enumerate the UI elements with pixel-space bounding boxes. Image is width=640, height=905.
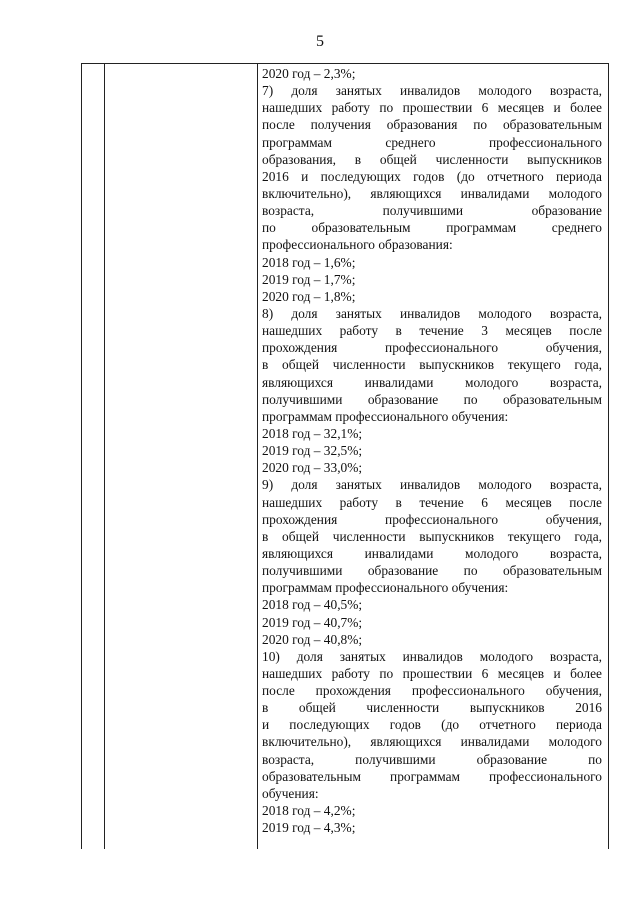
text-line: 2019 год – 1,7%; xyxy=(262,271,356,287)
text-line: в общей численности выпускников текущего года, xyxy=(262,357,602,373)
text-line: возраста, получившими образование по xyxy=(262,751,602,767)
text-line: 2019 год – 32,5%; xyxy=(262,443,363,459)
text-line: по образовательным программам среднего xyxy=(262,220,602,236)
text-line: 2019 год – 40,7%; xyxy=(262,614,363,630)
text-line: 2018 год – 40,5%; xyxy=(262,597,363,613)
text-line: 2018 год – 1,6%; xyxy=(262,254,356,270)
text-line: 2020 год – 33,0%; xyxy=(262,460,363,476)
text-line: профессионального образования: xyxy=(262,237,453,253)
text-line: 2019 год – 4,3%; xyxy=(262,820,356,836)
page-number: 5 xyxy=(316,33,324,50)
text-line: 2020 год – 1,8%; xyxy=(262,288,356,304)
text-line: прохождения профессионального обучения, xyxy=(262,511,602,527)
text-line: 10) доля занятых инвалидов молодого возраста, xyxy=(262,648,602,664)
text-line: 8) доля занятых инвалидов молодого возраста, xyxy=(262,305,602,321)
text-line: прохождения профессионального обучения, xyxy=(262,340,602,356)
text-line: включительно), являющихся инвалидами молодого xyxy=(262,185,602,201)
text-line: 9) доля занятых инвалидов молодого возраста, xyxy=(262,477,602,493)
text-line: образования, в общей численности выпускников xyxy=(262,151,602,167)
text-line: 2018 год – 4,2%; xyxy=(262,803,356,819)
text-line: включительно), являющихся инвалидами молодого xyxy=(262,734,602,750)
text-line: 7) доля занятых инвалидов молодого возраста, xyxy=(262,83,602,99)
document-table xyxy=(81,63,609,849)
text-line: являющихся инвалидами молодого возраста, xyxy=(262,374,602,390)
table-column-indicators xyxy=(258,64,604,849)
text-line: обучения: xyxy=(262,785,319,801)
text-line: в общей численности выпускников текущего года, xyxy=(262,528,602,544)
text-line: после прохождения профессионального обучения, xyxy=(262,683,602,699)
text-line: и последующих годов (до отчетного периода xyxy=(262,717,602,733)
text-line: 2020 год – 2,3%; xyxy=(262,66,356,81)
text-line: 2016 и последующих годов (до отчетного периода xyxy=(262,168,602,184)
table-column-number xyxy=(82,64,105,849)
text-line: 2020 год – 40,8%; xyxy=(262,631,363,647)
text-line: программам профессионального обучения: xyxy=(262,408,509,424)
text-line: нашедших работу по прошествии 6 месяцев и более xyxy=(262,100,602,116)
table-column-name xyxy=(105,64,258,849)
text-line: образовательным программам профессионального xyxy=(262,768,602,784)
text-line: в общей численности выпускников 2016 xyxy=(262,700,602,716)
text-line: 2018 год – 32,1%; xyxy=(262,425,363,441)
text-line: после получения образования по образовательным xyxy=(262,117,602,133)
text-line: нашедших работу в течение 6 месяцев после xyxy=(262,494,602,510)
text-line: возраста, получившими образование xyxy=(262,203,602,219)
text-line: программам профессионального обучения: xyxy=(262,580,509,596)
text-line: получившими образование по образовательным xyxy=(262,563,602,579)
text-line: являющихся инвалидами молодого возраста, xyxy=(262,545,602,561)
text-line: нашедших работу по прошествии 6 месяцев и более xyxy=(262,665,602,681)
text-line: нашедших работу в течение 3 месяцев после xyxy=(262,323,602,339)
text-line: получившими образование по образовательным xyxy=(262,391,602,407)
text-line: программам среднего профессионального xyxy=(262,134,602,150)
